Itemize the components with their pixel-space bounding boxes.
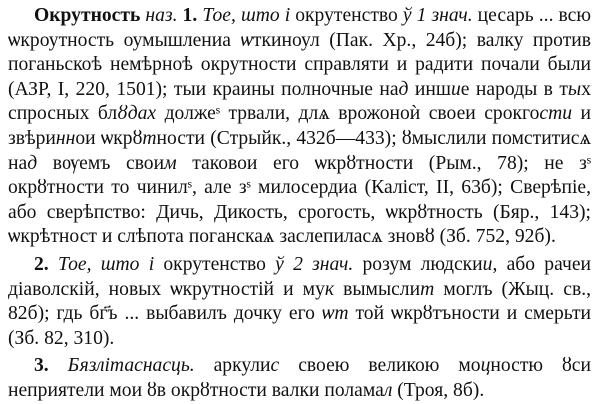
italic-text: нн xyxy=(55,127,76,149)
text-segment: ˢ xyxy=(215,103,220,125)
sense-2-paragraph xyxy=(8,253,591,351)
text-segment: своею великою мо xyxy=(279,355,481,377)
text-segment: ˢ xyxy=(187,177,192,199)
text-segment: , або рачеи діаволскій, новых ѡкрутностій и му xyxy=(8,253,592,300)
text-segment: вымысли xyxy=(334,278,421,300)
text-segment: на xyxy=(8,152,28,174)
italic-text: д xyxy=(27,152,38,174)
sense-definition: Тое, што і xyxy=(57,253,155,275)
italic-text: с xyxy=(270,355,280,377)
text-segment: окрутенство xyxy=(154,253,276,275)
italic-text: т xyxy=(420,278,435,300)
italic-text: к xyxy=(324,278,335,300)
text-segment: таковои его ѡкрȣтности (Рым., 78); не з xyxy=(176,152,587,174)
text-segment: моглъ (Жыц. св., 82б); гдь бг҃ъ ... выбавилъ дочку его xyxy=(8,278,591,325)
text-segment: ѧ xyxy=(579,127,591,149)
italic-text: т xyxy=(142,127,157,149)
sense-3-paragraph xyxy=(8,354,591,403)
text-segment: ѧ xyxy=(318,103,330,125)
text-segment: ностю ȣси неприятели мои ȣв окрȣтности валки полама xyxy=(8,355,591,401)
text-segment: аркули xyxy=(194,355,271,377)
italic-text: ы xyxy=(567,78,582,100)
text-segment: ˢ xyxy=(246,177,251,199)
headword: Окрутность xyxy=(34,5,141,26)
text-segment: ȣ xyxy=(424,226,435,248)
italic-text: д xyxy=(398,78,409,100)
text-segment: трвали, дл xyxy=(220,103,319,125)
italic-text: и xyxy=(450,78,461,100)
text-segment: ˢ xyxy=(586,152,591,174)
text-segment: долже xyxy=(156,103,216,125)
sense-1-paragraph xyxy=(8,4,591,250)
part-of-speech: наз. xyxy=(145,5,178,26)
text-segment: заслепила xyxy=(274,226,363,248)
text-segment: ности (Стрыйк., 432б—433); ȣмыслили помститис xyxy=(156,127,580,149)
text-segment: окрȣтности то чинил xyxy=(8,177,188,199)
text-segment: розум людски xyxy=(353,253,483,275)
text-segment: (Зб. 752, 92б). xyxy=(434,226,556,248)
text-segment: ои ѡкрȣ xyxy=(75,127,143,149)
italic-text: и xyxy=(482,253,493,275)
text-segment: и звѣри xyxy=(8,103,591,149)
text-segment: , але з xyxy=(191,177,247,199)
sense-definition: Тое, што і xyxy=(202,5,291,26)
italic-text: ў 2 знач. xyxy=(275,253,354,275)
sense-definition: Бязлітаснасць. xyxy=(67,355,195,377)
text-segment: окрутенство xyxy=(290,5,403,26)
italic-text: ў 1 знач. xyxy=(402,5,473,26)
text-segment: ѧ xyxy=(262,226,275,248)
text-segment: х спросных бл xyxy=(8,78,591,125)
sense-body xyxy=(8,5,591,247)
text-segment: знов xyxy=(382,226,425,248)
italic-text: ц xyxy=(480,355,491,377)
text-segment: цесарь ... всю ѡкроутность оумышлениа xyxy=(8,5,591,51)
italic-text: м xyxy=(164,152,177,174)
italic-text: ȣдах xyxy=(117,103,157,125)
text-segment: е народы в т xyxy=(460,78,568,100)
text-segment: инш xyxy=(408,78,451,100)
italic-text: сти xyxy=(539,103,573,125)
text-segment: той ѡкрȣтъности и смерьти (Зб. 82, 310). xyxy=(8,303,591,349)
sense-number: 2. xyxy=(34,253,49,275)
text-segment: сѧ xyxy=(362,226,383,248)
text-segment: (Троя, 8б). xyxy=(392,379,485,401)
text-segment: милосердиа (Каліст, II, 63б); Сверѣпіе, або сверѣпство: Дичь, Дикость, срогость, ѡкрȣтность (Бяр., 143); ѡкрѣтност и слѣпота поганска xyxy=(8,177,592,248)
text-segment: врожоноѝ своеи срокго xyxy=(329,103,540,125)
text-segment: ткиноул (Пак. Хр., 24б); валку против поганьскоѣ немѣрноѣ окрутности справляти и радити почали были (АЗР, I, 220, 1501); тыи краины полночные на xyxy=(8,29,591,100)
italic-text: л xyxy=(383,379,393,401)
italic-text: ѡ xyxy=(240,29,253,51)
sense-number: 1. xyxy=(182,5,198,26)
sense-number: 3. xyxy=(34,355,49,377)
text-segment: вѹемъ свои xyxy=(37,152,165,174)
italic-text: ѡт xyxy=(321,303,349,325)
